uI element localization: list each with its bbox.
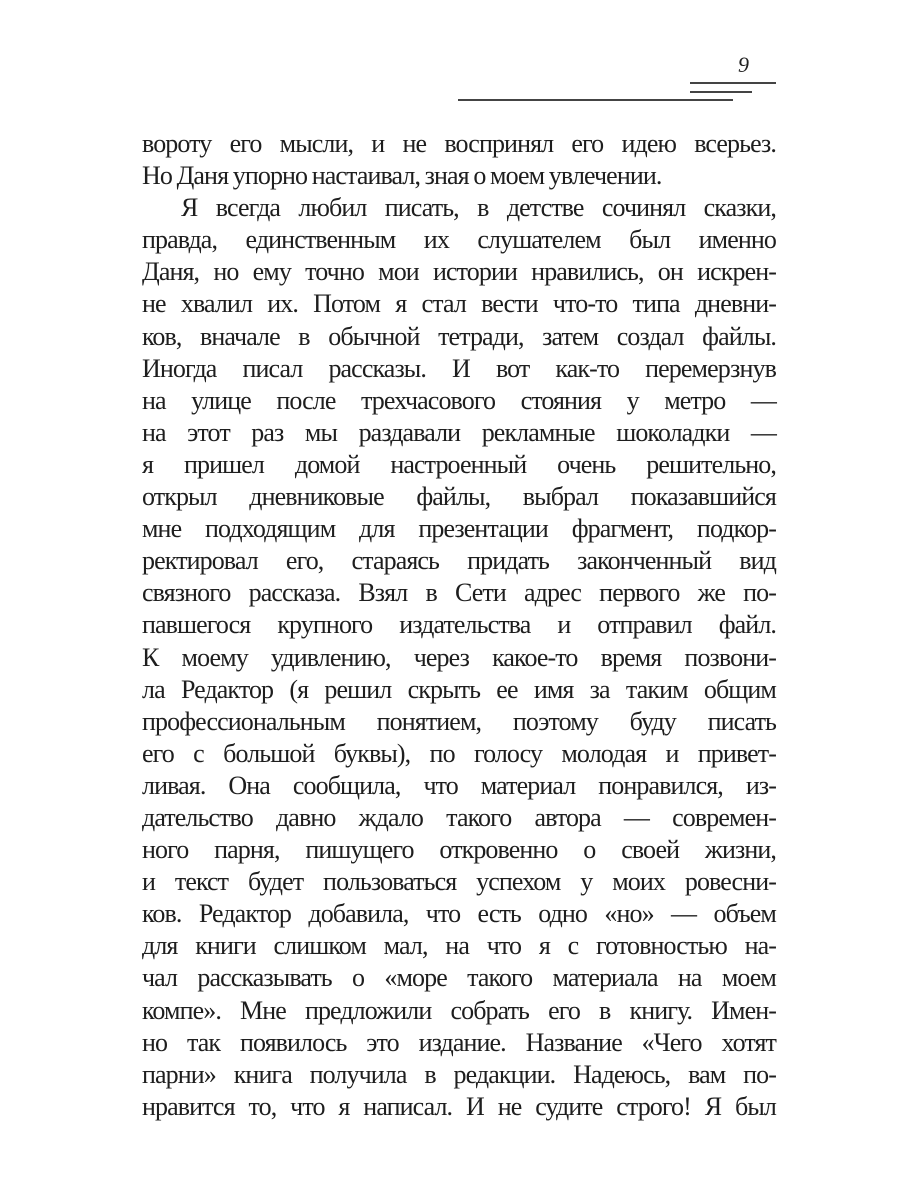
header-rule-top bbox=[690, 82, 776, 84]
text-line: не хвалил их. Потом я стал вести что-то типа дневни- bbox=[142, 289, 776, 319]
text-line: нравится то, что я написал. И не судите строго! Я был bbox=[142, 1091, 776, 1121]
text-line: компе». Мне предложили собрать его в книгу. Имен- bbox=[142, 995, 776, 1025]
text-line: Иногда писал рассказы. И вот как-то перемерзнув bbox=[142, 353, 776, 383]
text-line: павшегося крупного издательства и отправил файл. bbox=[142, 610, 776, 640]
text-line: дательство давно ждало такого автора — современ- bbox=[142, 802, 776, 832]
text-line: ла Редактор (я решил скрыть ее имя за таким общим bbox=[142, 674, 776, 704]
text-line: ректировал его, стараясь придать законченный вид bbox=[142, 546, 776, 576]
page-number: 9 bbox=[738, 52, 749, 77]
header-rule-long bbox=[458, 99, 733, 101]
text-line: парни» книга получила в редакции. Надеюсь, вам по- bbox=[142, 1059, 776, 1089]
text-line: на улице после трехчасового стояния у метро — bbox=[142, 385, 776, 415]
text-line: мне подходящим для презентации фрагмент, подкор- bbox=[142, 514, 776, 544]
text-line: но так появилось это издание. Название «Чего хотят bbox=[142, 1027, 776, 1057]
text-line: ков. Редактор добавила, что есть одно «но» — объем bbox=[142, 899, 776, 929]
text-line: я пришел домой настроенный очень решительно, bbox=[142, 449, 776, 479]
text-line: ливая. Она сообщила, что материал понравился, из- bbox=[142, 770, 776, 800]
text-line: вороту его мысли, и не воспринял его идею всерьез. bbox=[142, 129, 776, 158]
text-line: Даня, но ему точно мои истории нравились, он искрен- bbox=[142, 257, 776, 287]
text-line: и текст будет пользоваться успехом у моих ровесни- bbox=[142, 867, 776, 897]
text-line: ного парня, пишущего откровенно о своей жизни, bbox=[142, 835, 776, 865]
text-line: его с большой буквы), по голосу молодая и привет- bbox=[142, 738, 776, 768]
text-line: Но Даня упорно настаивал, зная о моем увлечении. bbox=[142, 161, 662, 191]
text-line: ков, вначале в обычной тетради, затем создал файлы. bbox=[142, 321, 776, 351]
text-line: для книги слишком мал, на что я с готовностью на- bbox=[142, 931, 776, 961]
text-line: правда, единственным их слушателем был именно bbox=[142, 225, 776, 255]
text-line: чал рассказывать о «море такого материала на моем bbox=[142, 963, 776, 993]
text-line: на этот раз мы раздавали рекламные шоколадки — bbox=[142, 417, 776, 447]
text-line: Я всегда любил писать, в детстве сочинял сказки, bbox=[181, 193, 776, 223]
text-line: профессиональным понятием, поэтому буду писать bbox=[142, 706, 776, 736]
header-rule-middle bbox=[690, 91, 752, 93]
body-text bbox=[142, 128, 776, 1123]
text-line: К моему удивлению, через какое-то время позвони- bbox=[142, 642, 776, 672]
text-line: открыл дневниковые файлы, выбрал показавшийся bbox=[142, 482, 776, 512]
text-line: связного рассказа. Взял в Сети адрес первого же по- bbox=[142, 578, 776, 608]
